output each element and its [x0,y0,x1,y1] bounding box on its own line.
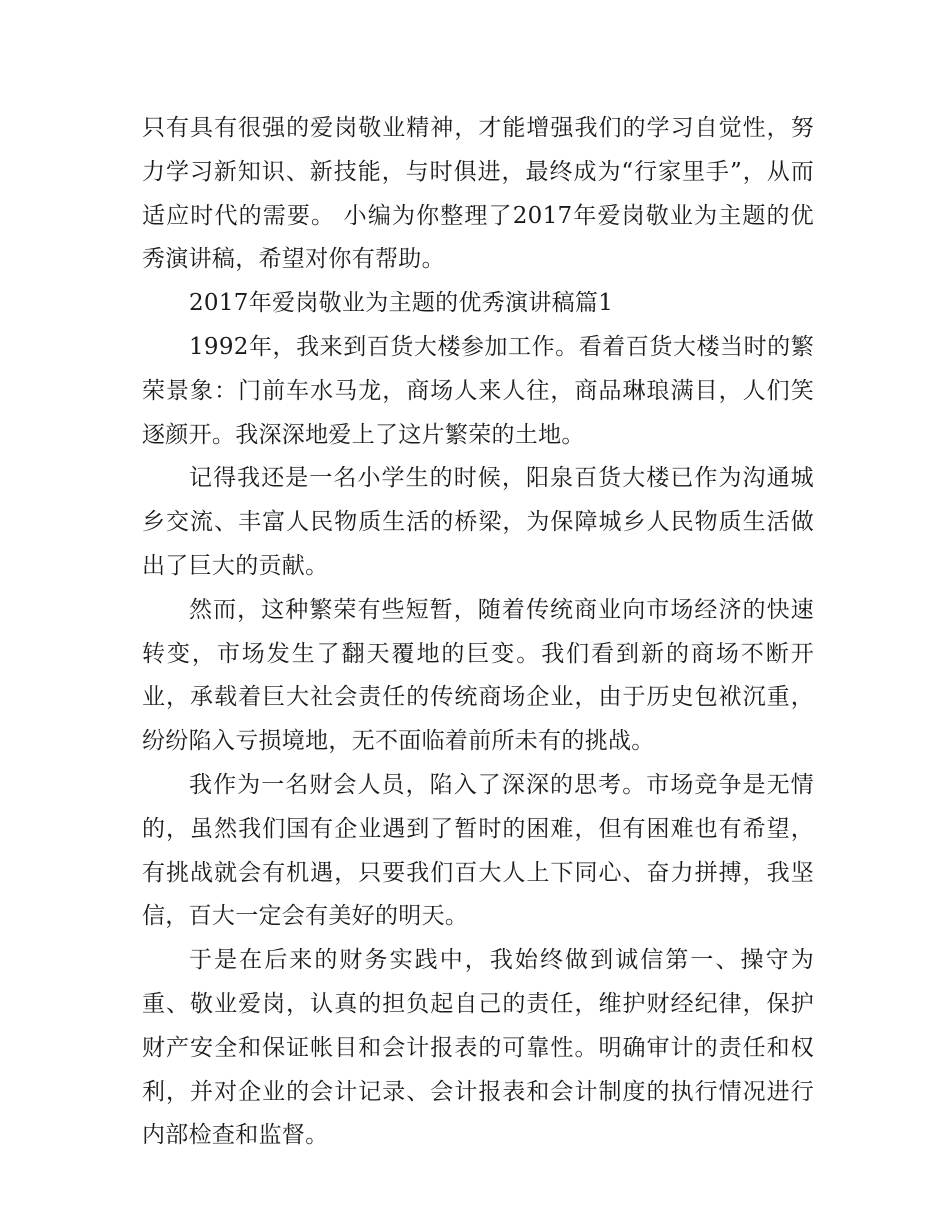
body-paragraph-1: 1992年，我来到百货大楼参加工作。看着百货大楼当时的繁荣景象：门前车水马龙，商场人来人往，商品琳琅满目，人们笑逐颜开。我深深地爱上了这片繁荣的土地。 [142,333,814,448]
document-body [142,107,814,1158]
intro-paragraph: 只有具有很强的爱岗敬业精神，才能增强我们的学习自觉性，努力学习新知识、新技能，与时俱进，最终成为“行家里手”，从而适应时代的需要。 小编为你整理了2017年爱岗敬业为主题的优秀演讲稿，希望对你有帮助。 [142,115,814,273]
body-paragraph-2: 记得我还是一名小学生的时候，阳泉百货大楼已作为沟通城乡交流、丰富人民物质生活的桥梁，为保障城乡人民物质生活做出了巨大的贡献。 [142,465,814,579]
section-title: 2017年爱岗敬业为主题的优秀演讲稿篇1 [189,290,614,317]
body-paragraph-5: 于是在后来的财务实践中，我始终做到诚信第一、操守为重、敬业爱岗，认真的担负起自己的责任，维护财经纪律，保护财产安全和保证帐目和会计报表的可靠性。明确审计的责任和权利，并对企业的会计记录、会计报表和会计制度的执行情况进行内部检查和监督。 [142,947,814,1149]
body-paragraph-4: 我作为一名财会人员，陷入了深深的思考。市场竞争是无情的，虽然我们国有企业遇到了暂时的困难，但有困难也有希望，有挑战就会有机遇，只要我们百大人上下同心、奋力拼搏，我坚信，百大一定会有美好的明天。 [142,771,814,930]
body-paragraph-3: 然而，这种繁荣有些短暂，随着传统商业向市场经济的快速转变，市场发生了翻天覆地的巨变。我们看到新的商场不断开业，承载着巨大社会责任的传统商场企业，由于历史包袱沉重，纷纷陷入亏损境地，无不面临着前所未有的挑战。 [142,596,814,755]
